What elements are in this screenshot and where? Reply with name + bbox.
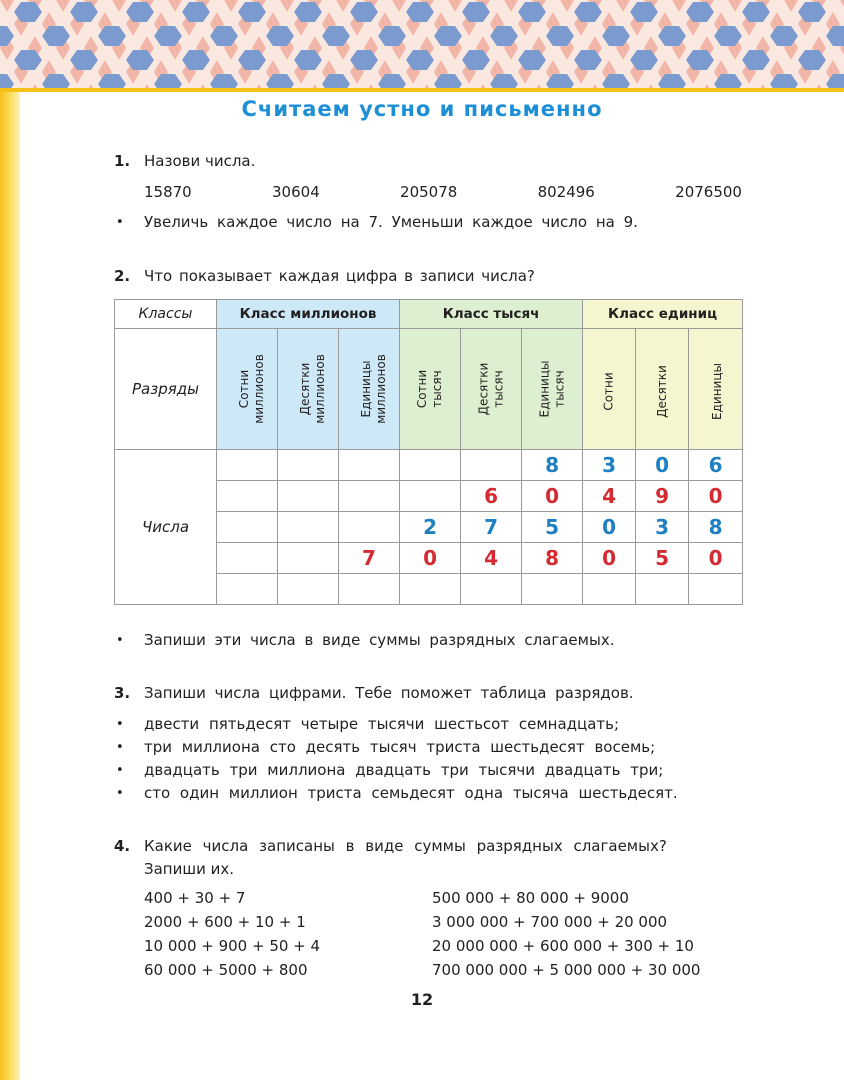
digit-cell: 3 bbox=[583, 450, 636, 481]
table-row bbox=[115, 450, 743, 481]
digit-cell bbox=[217, 512, 278, 543]
decorative-banner bbox=[0, 0, 844, 92]
digit-cell bbox=[689, 574, 743, 605]
rank-header bbox=[217, 329, 278, 450]
task3-bullet: три миллиона сто десять тысяч триста шестьдесят восемь; bbox=[144, 738, 656, 756]
rank-class: миллионов bbox=[312, 354, 327, 424]
rank-name: Сотни bbox=[415, 369, 430, 409]
bullet-icon: • bbox=[116, 786, 124, 801]
rank-header bbox=[522, 329, 583, 450]
digit-cell bbox=[461, 450, 522, 481]
task2-bullet: Запиши эти числа в виде суммы разрядных слагаемых. bbox=[144, 631, 615, 649]
class-thousands-header: Класс тысяч bbox=[400, 300, 583, 329]
class-millions-header: Класс миллионов bbox=[217, 300, 400, 329]
digit-cell: 5 bbox=[636, 543, 689, 574]
digit-cell bbox=[400, 450, 461, 481]
rank-name: Десятки bbox=[476, 362, 491, 416]
digit-cell: 7 bbox=[339, 543, 400, 574]
digit-cell bbox=[278, 543, 339, 574]
task1-number-item: 205078 bbox=[400, 183, 458, 201]
digit-cell bbox=[278, 574, 339, 605]
digit-cell: 0 bbox=[689, 543, 743, 574]
digit-cell: 2 bbox=[400, 512, 461, 543]
sum-expression: 2000 + 600 + 10 + 1 bbox=[144, 913, 306, 931]
task1-number-item: 15870 bbox=[144, 183, 192, 201]
task3-number: 3. bbox=[114, 684, 131, 702]
task1-number-item: 30604 bbox=[272, 183, 320, 201]
bullet-icon: • bbox=[116, 763, 124, 778]
rank-header bbox=[689, 329, 743, 450]
digit-cell: 4 bbox=[583, 481, 636, 512]
digit-cell: 0 bbox=[583, 512, 636, 543]
digit-cell: 8 bbox=[689, 512, 743, 543]
rank-header bbox=[636, 329, 689, 450]
digit-cell: 0 bbox=[522, 481, 583, 512]
rank-class: миллионов bbox=[373, 354, 388, 424]
task1-number-item: 802496 bbox=[537, 183, 595, 201]
digit-cell: 8 bbox=[522, 450, 583, 481]
digit-cell bbox=[339, 574, 400, 605]
task3-bullet: двадцать три миллиона двадцать три тысячи двадцать три; bbox=[144, 761, 664, 779]
rank-class: тысяч bbox=[491, 370, 506, 408]
sum-expression: 60 000 + 5000 + 800 bbox=[144, 961, 308, 979]
digit-cell: 0 bbox=[583, 543, 636, 574]
digit-cell bbox=[400, 481, 461, 512]
digit-cell bbox=[522, 574, 583, 605]
rank-header bbox=[278, 329, 339, 450]
task2-number: 2. bbox=[114, 267, 131, 285]
digit-cell bbox=[339, 450, 400, 481]
digit-cell bbox=[217, 450, 278, 481]
digit-cell bbox=[278, 481, 339, 512]
rank-class: тысяч bbox=[552, 370, 567, 408]
digit-cell: 8 bbox=[522, 543, 583, 574]
sum-expression: 10 000 + 900 + 50 + 4 bbox=[144, 937, 321, 955]
rank-name: Десятки bbox=[297, 362, 312, 416]
side-stripe bbox=[0, 92, 20, 1080]
rank-class: миллионов bbox=[251, 354, 266, 424]
numbers-label: Числа bbox=[115, 450, 217, 605]
digit-cell bbox=[278, 450, 339, 481]
task1-prompt: Назови числа. bbox=[144, 152, 256, 170]
rank-name: Сотни bbox=[601, 371, 616, 411]
rank-name: Единицы bbox=[537, 360, 552, 418]
rank-header bbox=[400, 329, 461, 450]
bullet-icon: • bbox=[116, 633, 124, 648]
digit-cell bbox=[217, 481, 278, 512]
digit-cell: 3 bbox=[636, 512, 689, 543]
bullet-icon: • bbox=[116, 740, 124, 755]
digit-cell: 0 bbox=[400, 543, 461, 574]
sum-expression: 20 000 000 + 600 000 + 300 + 10 bbox=[432, 937, 694, 955]
bullet-icon: • bbox=[116, 215, 124, 230]
task1-numbers bbox=[144, 183, 742, 201]
rank-name: Десятки bbox=[654, 364, 669, 418]
page-number: 12 bbox=[410, 990, 434, 1009]
task3-bullet: двести пятьдесят четыре тысячи шестьсот семнадцать; bbox=[144, 715, 620, 733]
class-units-header: Класс единиц bbox=[583, 300, 743, 329]
rank-name: Сотни bbox=[236, 369, 251, 409]
digit-cell bbox=[461, 574, 522, 605]
rank-class: тысяч bbox=[430, 370, 445, 408]
task2-prompt: Что показывает каждая цифра в записи числа? bbox=[144, 267, 535, 285]
rank-header bbox=[583, 329, 636, 450]
ranks-label: Разряды bbox=[115, 329, 217, 450]
task1-number-item: 2076500 bbox=[675, 183, 742, 201]
digit-cell: 5 bbox=[522, 512, 583, 543]
digit-cell bbox=[583, 574, 636, 605]
digit-cell: 0 bbox=[689, 481, 743, 512]
sum-expression: 400 + 30 + 7 bbox=[144, 889, 246, 907]
task3-prompt: Запиши числа цифрами. Тебе поможет таблица разрядов. bbox=[144, 684, 634, 702]
task4-prompt: Какие числа записаны в виде суммы разрядных слагаемых? bbox=[144, 837, 667, 855]
digit-cell: 9 bbox=[636, 481, 689, 512]
rank-header bbox=[461, 329, 522, 450]
task1-number: 1. bbox=[114, 152, 131, 170]
digit-cell bbox=[339, 512, 400, 543]
rank-name: Единицы bbox=[710, 362, 725, 420]
digit-cell bbox=[339, 481, 400, 512]
digit-cell bbox=[400, 574, 461, 605]
task1-bullet: Увеличь каждое число на 7. Уменьши каждое число на 9. bbox=[144, 213, 638, 231]
task4-prompt-line2: Запиши их. bbox=[144, 860, 234, 878]
sum-expression: 3 000 000 + 700 000 + 20 000 bbox=[432, 913, 668, 931]
digit-cell bbox=[636, 574, 689, 605]
digit-cell: 7 bbox=[461, 512, 522, 543]
digit-cell bbox=[217, 543, 278, 574]
sum-expression: 500 000 + 80 000 + 9000 bbox=[432, 889, 629, 907]
digit-cell: 6 bbox=[689, 450, 743, 481]
task4-number: 4. bbox=[114, 837, 131, 855]
sum-expression: 700 000 000 + 5 000 000 + 30 000 bbox=[432, 961, 701, 979]
digit-cell bbox=[278, 512, 339, 543]
page-title: Считаем устно и письменно bbox=[241, 97, 603, 121]
digit-cell: 0 bbox=[636, 450, 689, 481]
rank-name: Единицы bbox=[358, 360, 373, 418]
digit-cell: 4 bbox=[461, 543, 522, 574]
rank-header bbox=[339, 329, 400, 450]
classes-label: Классы bbox=[115, 300, 217, 329]
digit-cell bbox=[217, 574, 278, 605]
digit-cell: 6 bbox=[461, 481, 522, 512]
place-value-table bbox=[114, 299, 743, 605]
bullet-icon: • bbox=[116, 717, 124, 732]
task3-bullet: сто один миллион триста семьдесят одна тысяча шестьдесят. bbox=[144, 784, 678, 802]
